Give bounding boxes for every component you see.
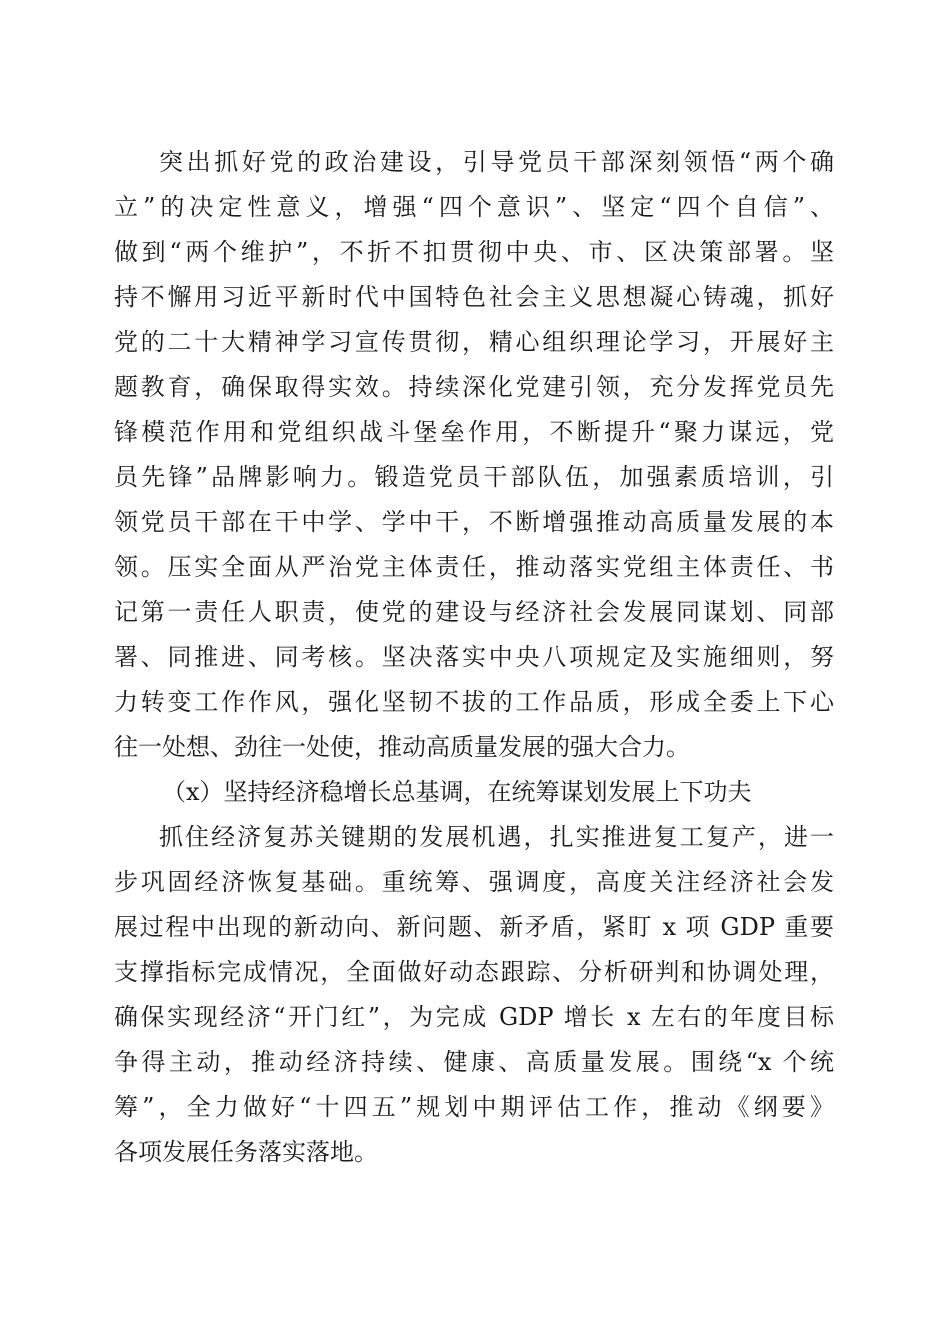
paragraph-1-line-14: 往一处想、劲往一处使，推动高质量发展的强大合力。 bbox=[114, 733, 690, 761]
paragraph-1-line-8: 员先锋”品牌影响力。锻造党员干部队伍，加强素质培训，引 bbox=[114, 463, 834, 491]
paragraph-1-line-13: 力转变工作作风，强化坚韧不拔的工作品质，形成全委上下心 bbox=[114, 688, 834, 716]
paragraph-1-line-7: 锋模范作用和党组织战斗堡垒作用，不断提升“聚力谋远，党 bbox=[114, 418, 834, 446]
paragraph-1-line-9: 领党员干部在干中学、学中干，不断增强推动高质量发展的本 bbox=[114, 508, 834, 536]
paragraph-2-line-4: 支撑指标完成情况，全面做好动态跟踪、分析研判和协调处理， bbox=[114, 958, 834, 986]
paragraph-2-line-2: 步巩固经济恢复基础。重统筹、强调度，高度关注经济社会发 bbox=[114, 868, 834, 896]
paragraph-1-line-4: 持不懈用习近平新时代中国特色社会主义思想凝心铸魂，抓好 bbox=[114, 283, 834, 311]
document-body bbox=[114, 140, 834, 1175]
paragraph-1-line-12: 署、同推进、同考核。坚决落实中央八项规定及实施细则，努 bbox=[114, 643, 834, 671]
paragraph-2-line-5: 确保实现经济“开门红”，为完成 GDP 增长 x 左右的年度目标 bbox=[114, 1003, 834, 1031]
paragraph-1-line-10: 领。压实全面从严治党主体责任，推动落实党组主体责任、书 bbox=[114, 553, 834, 581]
paragraph-1-line-1: 突出抓好党的政治建设，引导党员干部深刻领悟“两个确 bbox=[159, 148, 834, 176]
paragraph-2-line-6: 争得主动，推动经济持续、健康、高质量发展。围绕“x 个统 bbox=[114, 1048, 834, 1076]
paragraph-1-line-11: 记第一责任人职责，使党的建设与经济社会发展同谋划、同部 bbox=[114, 598, 834, 626]
paragraph-1-line-2: 立”的决定性意义，增强“四个意识”、坚定“四个自信”、 bbox=[114, 193, 834, 221]
paragraph-1-line-6: 题教育，确保取得实效。持续深化党建引领，充分发挥党员先 bbox=[114, 373, 834, 401]
paragraph-1-line-3: 做到“两个维护”，不折不扣贯彻中央、市、区决策部署。坚 bbox=[114, 238, 834, 266]
paragraph-2-line-7: 筹”，全力做好“十四五”规划中期评估工作，推动《纲要》 bbox=[114, 1093, 834, 1121]
paragraph-1-line-5: 党的二十大精神学习宣传贯彻，精心组织理论学习，开展好主 bbox=[114, 328, 834, 356]
paragraph-2-line-3: 展过程中出现的新动向、新问题、新矛盾，紧盯 x 项 GDP 重要 bbox=[114, 913, 834, 941]
paragraph-2-line-8: 各项发展任务落实落地。 bbox=[114, 1138, 378, 1166]
section-heading: （x）坚持经济稳增长总基调，在统筹谋划发展上下功夫 bbox=[162, 778, 752, 806]
paragraph-2-line-1: 抓住经济复苏关键期的发展机遇，扎实推进复工复产，进一 bbox=[159, 823, 834, 851]
